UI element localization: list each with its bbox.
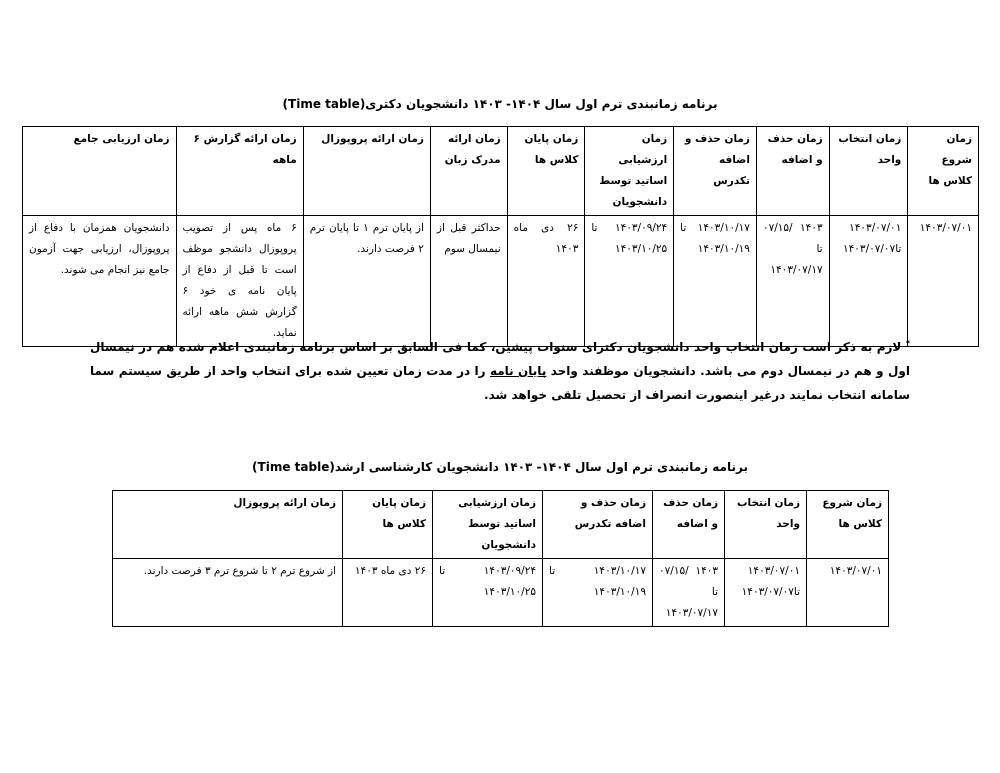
header-add-drop: زمان حذف و اضافه — [653, 491, 725, 559]
table-header-row — [113, 491, 889, 559]
note-text-after: را در مدت زمان تعیین شده برای انتخاب واحد از طریق سیستم سما سامانه انتخاب نمایند درغیر اینصورت انصراف از تحصیل تلقی خواهد شد. — [90, 364, 910, 402]
cell-class-start: ۱۴۰۳/۰۷/۰۱ — [908, 216, 979, 347]
header-six-month-report: زمان ارائه گزارش ۶ ماهه — [176, 127, 303, 216]
doctorate-timetable — [22, 126, 979, 347]
cell-instructor-evaluation: ۱۴۰۳/۰۹/۲۴ تا ۱۴۰۳/۱۰/۲۵ — [585, 216, 674, 347]
cell-add-drop: ۱۴۰۳ /۰۷/۱۵ تا ۱۴۰۳/۰۷/۱۷ — [653, 559, 725, 627]
table-header-row — [23, 127, 979, 216]
cell-class-end: ۲۶ دی ماه ۱۴۰۳ — [343, 559, 433, 627]
table-row — [113, 559, 889, 627]
cell-proposal: از پایان ترم ۱ تا پایان ترم ۲ فرصت دارند. — [303, 216, 430, 347]
header-add-drop: زمان حذف و اضافه — [756, 127, 829, 216]
cell-six-month-report: ۶ ماه پس از تصویب پروپوزال دانشجو موظف است تا قبل از دفاع از پایان نامه ی خود ۶ گزارش شش ماهه ارائه نماید. — [176, 216, 303, 347]
cell-course-selection: ۱۴۰۳/۰۷/۰۱ تا۱۴۰۳/۰۷/۰۷ — [829, 216, 908, 347]
header-comprehensive-exam: زمان ارزیابی جامع — [23, 127, 177, 216]
note-text-before: لازم به ذکر است زمان انتخاب واحد دانشجویان دکترای سنوات پیشین، کما فی السابق بر اساس برنامه زمانبندی اعلام شده هم در نیمسال اول و هم در نیمسال دوم می باشد. دانشجویان موظفند واحد — [90, 340, 910, 378]
cell-single-course-add-drop: ۱۴۰۳/۱۰/۱۷ تا ۱۴۰۳/۱۰/۱۹ — [674, 216, 757, 347]
cell-proposal: از شروع ترم ۲ تا شروع ترم ۳ فرصت دارند. — [113, 559, 343, 627]
cell-comprehensive-exam: دانشجویان همزمان با دفاع از پروپوزال، ارزیابی جهت آزمون جامع نیز انجام می شوند. — [23, 216, 177, 347]
header-single-course-add-drop: زمان حذف و اضافه تکدرس — [543, 491, 653, 559]
note-asterisk: * — [905, 339, 910, 348]
header-class-end: زمان پایان کلاس ها — [507, 127, 585, 216]
table-row — [23, 216, 979, 347]
cell-add-drop: ۱۴۰۳ /۰۷/۱۵ تا ۱۴۰۳/۰۷/۱۷ — [756, 216, 829, 347]
header-instructor-evaluation: زمان ارزشیابی اساتید توسط دانشجویان — [433, 491, 543, 559]
cell-single-course-add-drop: ۱۴۰۳/۱۰/۱۷ تا ۱۴۰۳/۱۰/۱۹ — [543, 559, 653, 627]
cell-class-start: ۱۴۰۳/۰۷/۰۱ — [807, 559, 889, 627]
cell-language-certificate: حداکثر قبل از نیمسال سوم — [430, 216, 507, 347]
cell-class-end: ۲۶ دی ماه ۱۴۰۳ — [507, 216, 585, 347]
header-proposal: زمان ارائه پروپوزال — [303, 127, 430, 216]
header-instructor-evaluation: زمان ارزشیابی اساتید توسط دانشجویان — [585, 127, 674, 216]
header-course-selection: زمان انتخاب واحد — [829, 127, 908, 216]
masters-timetable — [112, 490, 889, 627]
note-underlined-term: پایان نامه — [489, 364, 547, 378]
header-class-start: زمان شروع کلاس ها — [807, 491, 889, 559]
doctorate-title: برنامه زمانبندی ترم اول سال ۱۴۰۴- ۱۴۰۳ دانشجویان دکتری(Time table) — [282, 97, 718, 111]
header-proposal: زمان ارائه پروپوزال — [113, 491, 343, 559]
masters-title: برنامه زمانبندی ترم اول سال ۱۴۰۴- ۱۴۰۳ دانشجویان کارشناسی ارشد(Time table) — [252, 460, 748, 474]
cell-instructor-evaluation: ۱۴۰۳/۰۹/۲۴ تا ۱۴۰۳/۱۰/۲۵ — [433, 559, 543, 627]
header-class-start: زمان شروع کلاس ها — [908, 127, 979, 216]
header-course-selection: زمان انتخاب واحد — [725, 491, 807, 559]
cell-course-selection: ۱۴۰۳/۰۷/۰۱ تا۱۴۰۳/۰۷/۰۷ — [725, 559, 807, 627]
header-single-course-add-drop: زمان حذف و اضافه تکدرس — [674, 127, 757, 216]
header-language-certificate: زمان ارائه مدرک زبان — [430, 127, 507, 216]
note-paragraph — [90, 332, 910, 407]
header-class-end: زمان پایان کلاس ها — [343, 491, 433, 559]
